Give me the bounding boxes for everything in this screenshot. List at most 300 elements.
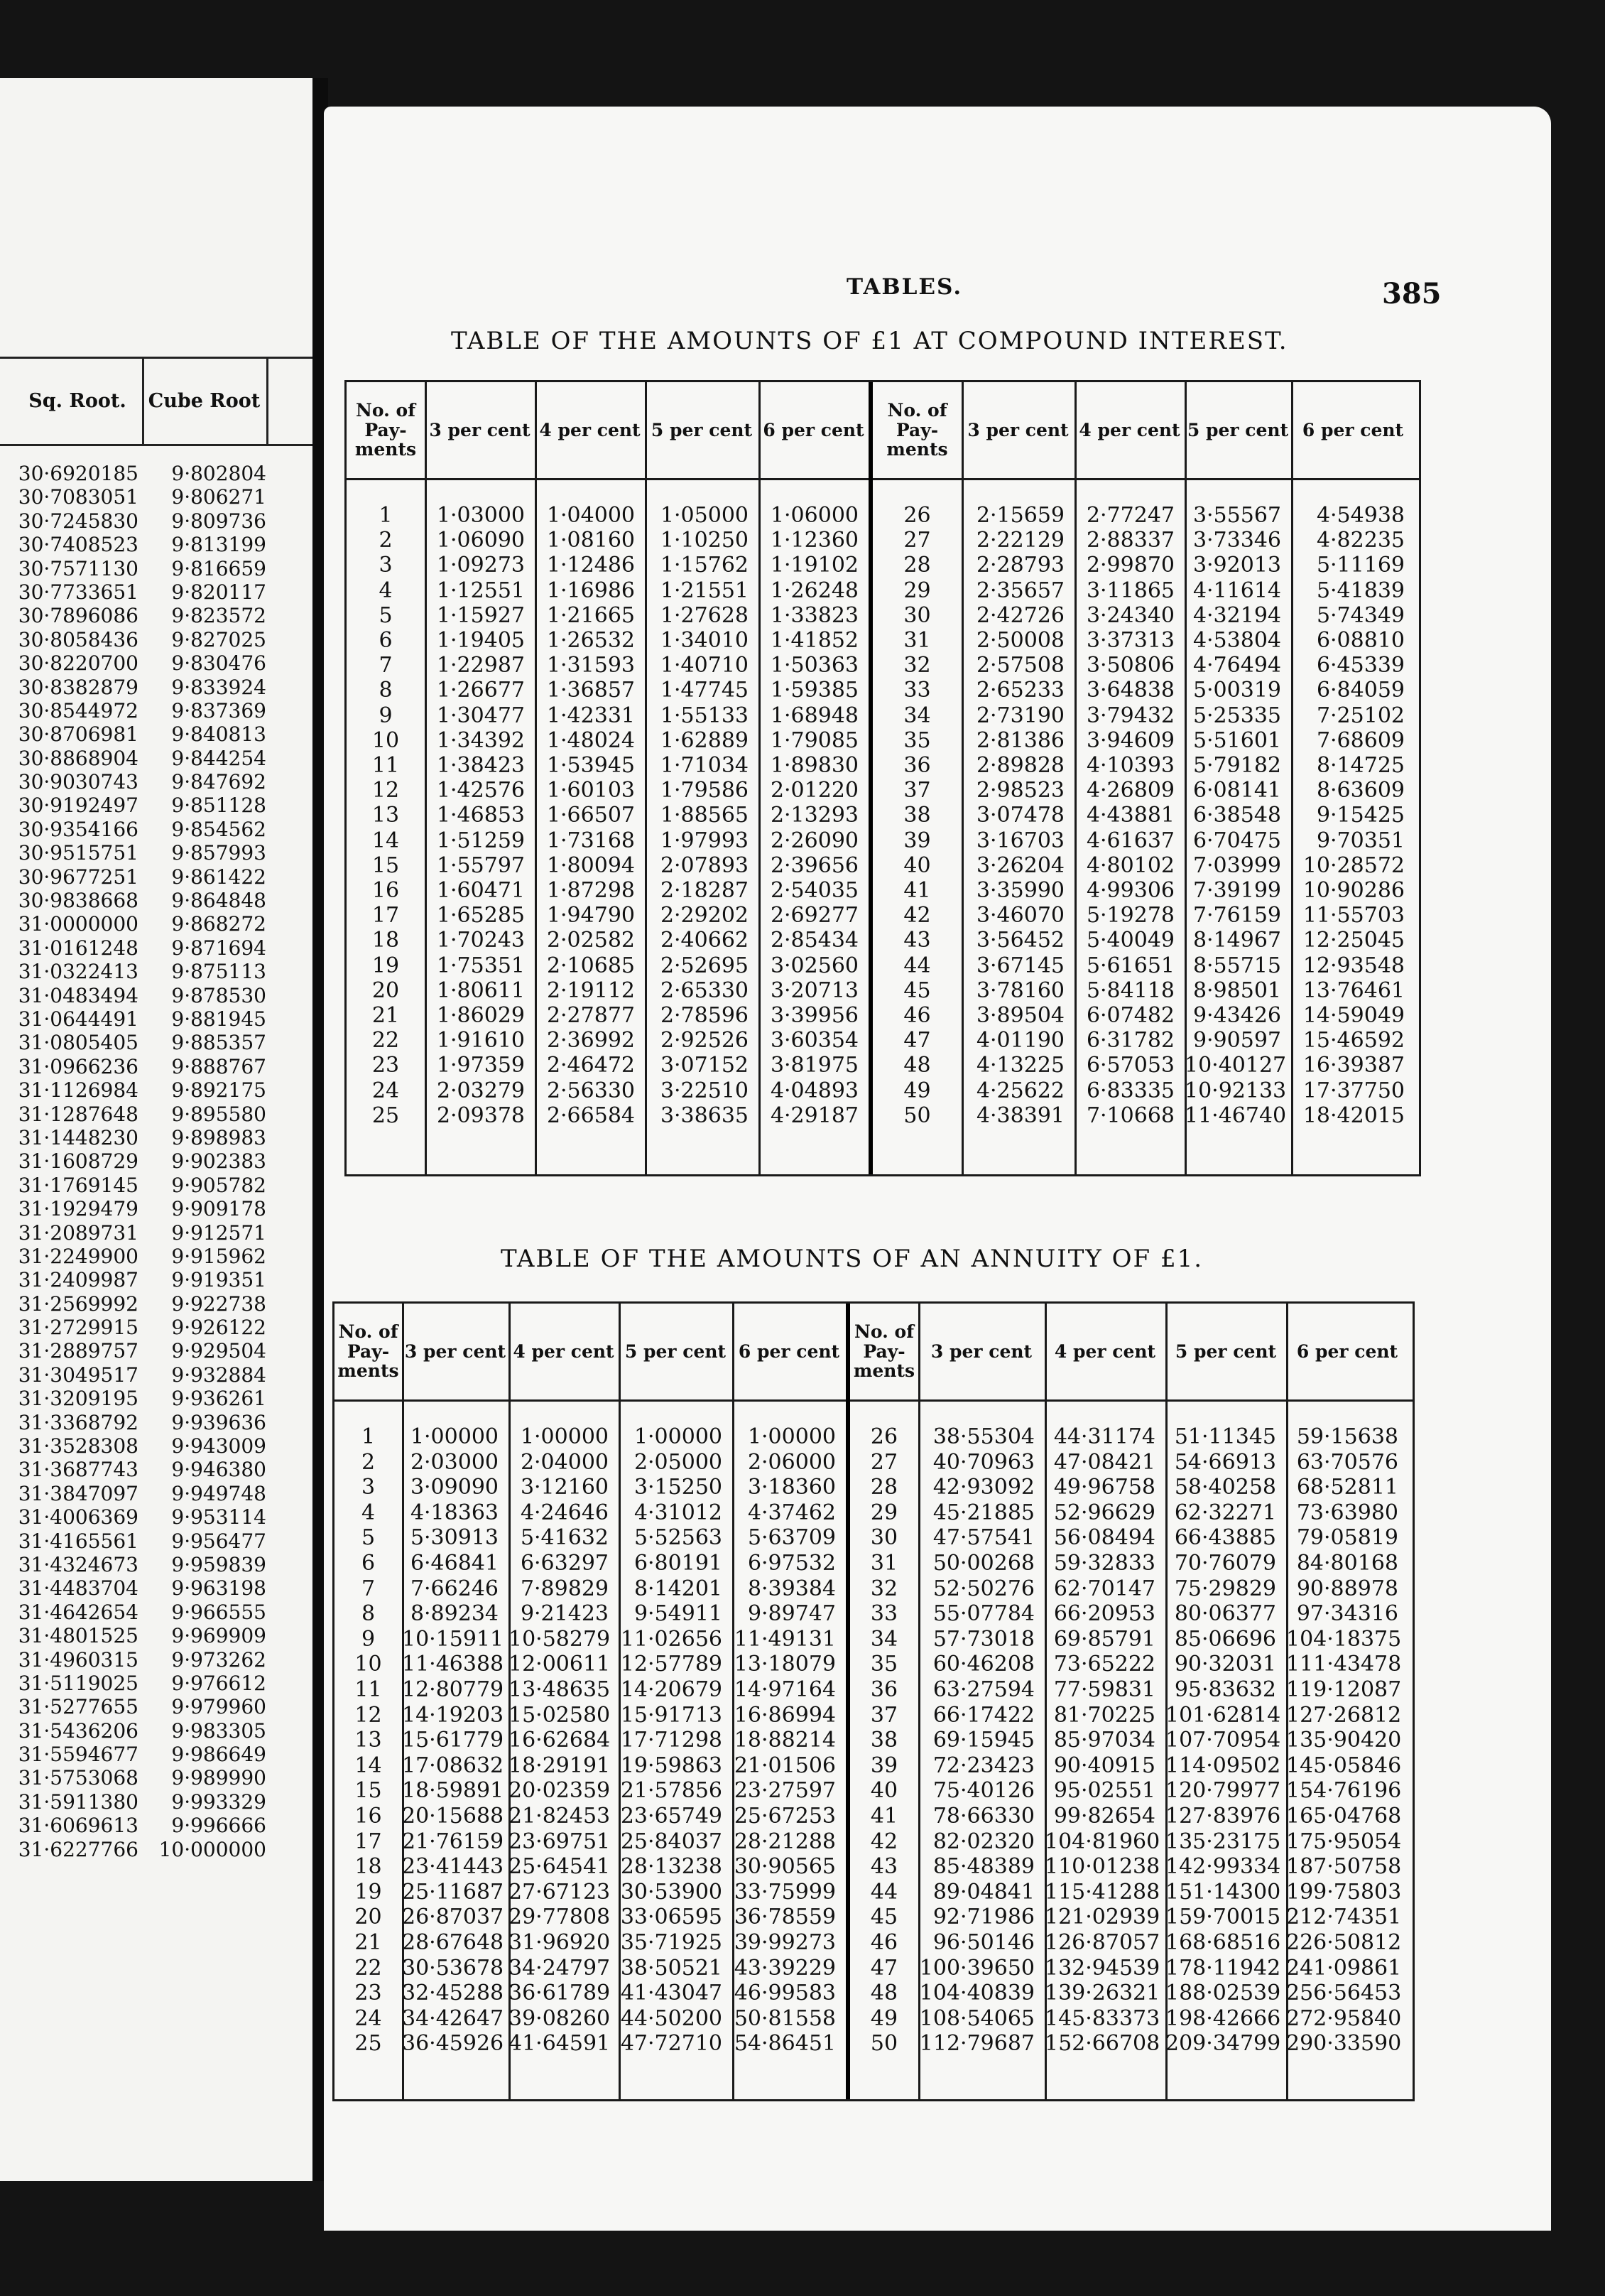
- payments-cell: 32: [870, 1576, 898, 1601]
- sq-root-value: 30·9030743: [18, 770, 138, 794]
- cube-root-value: 9·929504: [171, 1339, 266, 1363]
- amount-cell: 2·13293: [770, 803, 859, 828]
- amount-cell: 4·53804: [1192, 628, 1281, 653]
- amount-cell: 10·15911: [402, 1626, 504, 1652]
- payments-cell: 7: [379, 653, 393, 678]
- amount-cell: 111·43478: [1286, 1652, 1402, 1677]
- amount-cell: 7·39199: [1192, 878, 1281, 903]
- amount-cell: 21·82453: [508, 1804, 611, 1829]
- root-table-row: [0, 533, 312, 556]
- amount-cell: 2·10685: [546, 953, 635, 978]
- amount-cell: 4·11614: [1192, 578, 1281, 603]
- payments-cell: 19: [354, 1879, 382, 1905]
- amount-cell: 7·25102: [1316, 703, 1405, 728]
- amount-cell: 36·61789: [508, 1981, 611, 2006]
- amount-cell: 38·50521: [620, 1955, 722, 1981]
- payments-cell: 5: [361, 1525, 376, 1551]
- amount-cell: 23·69751: [508, 1829, 611, 1854]
- amount-cell: 1·47745: [660, 678, 749, 703]
- amount-cell: 1·05000: [660, 503, 749, 528]
- amount-cell: 107·70954: [1165, 1728, 1281, 1753]
- amount-cell: 2·22129: [976, 528, 1065, 553]
- payments-cell: 22: [354, 1955, 382, 1981]
- amount-cell: 4·32194: [1192, 602, 1281, 628]
- amount-cell: 1·15762: [660, 553, 749, 578]
- amount-cell: 6·57053: [1086, 1053, 1175, 1078]
- amount-cell: 60·46208: [932, 1652, 1035, 1677]
- amount-cell: 95·02551: [1053, 1778, 1155, 1804]
- root-table-row: [0, 1411, 312, 1434]
- payments-cell: 3: [361, 1475, 376, 1500]
- amount-cell: 56·08494: [1053, 1525, 1155, 1551]
- amount-cell: 47·72710: [620, 2031, 722, 2057]
- payments-cell: 25: [371, 1103, 400, 1128]
- amount-cell: 1·79085: [770, 727, 859, 753]
- amount-cell: 1·50363: [770, 653, 859, 678]
- amount-cell: 2·65233: [976, 678, 1065, 703]
- amount-cell: 1·26677: [436, 678, 525, 703]
- payments-cell: 35: [903, 727, 931, 753]
- amount-cell: 2·18287: [660, 878, 749, 903]
- amount-cell: 1·80094: [546, 852, 635, 878]
- amount-cell: 6·46841: [410, 1551, 499, 1576]
- amount-cell: 40·70963: [932, 1449, 1035, 1475]
- payments-cell: 46: [903, 1003, 931, 1028]
- amount-cell: 49·96758: [1053, 1475, 1155, 1500]
- payments-cell: 9: [379, 703, 393, 728]
- amount-cell: 97·34316: [1296, 1601, 1398, 1627]
- amount-cell: 101·62814: [1165, 1702, 1281, 1728]
- amount-cell: 3·16703: [976, 828, 1065, 853]
- cube-root-value: 9·926122: [171, 1316, 266, 1340]
- amount-cell: 9·54911: [633, 1601, 722, 1627]
- amount-cell: 8·63609: [1316, 778, 1405, 803]
- cube-root-value: 9·932884: [171, 1363, 266, 1387]
- amount-cell: 6·83335: [1086, 1078, 1175, 1103]
- amount-cell: 2·03279: [436, 1078, 525, 1103]
- amount-cell: 2·78596: [660, 1003, 749, 1028]
- page-number: 385: [1382, 277, 1442, 310]
- amount-cell: 6·70475: [1192, 828, 1281, 853]
- amount-cell: 159·70015: [1165, 1905, 1281, 1930]
- amount-cell: 6·31782: [1086, 1028, 1175, 1054]
- amount-cell: 73·65222: [1053, 1652, 1155, 1677]
- amount-cell: 104·40839: [919, 1981, 1035, 2006]
- amount-cell: 4·61637: [1086, 828, 1175, 853]
- amount-cell: 52·50276: [932, 1576, 1035, 1601]
- amount-cell: 1·12486: [546, 553, 635, 578]
- amount-cell: 23·65749: [620, 1804, 722, 1829]
- amount-cell: 33·06595: [620, 1905, 722, 1930]
- payments-cell: 20: [354, 1905, 382, 1930]
- amount-cell: 3·18360: [747, 1475, 836, 1500]
- amount-cell: 120·79977: [1165, 1778, 1281, 1804]
- amount-cell: 6·38548: [1192, 803, 1281, 828]
- root-table-row: [0, 1268, 312, 1292]
- payments-cell: 21: [354, 1930, 382, 1955]
- amount-cell: 84·80168: [1296, 1551, 1398, 1576]
- amount-cell: 1·65285: [436, 903, 525, 928]
- amount-cell: 4·43881: [1086, 803, 1175, 828]
- amount-cell: 5·61651: [1086, 953, 1175, 978]
- sq-root-value: 31·3528308: [18, 1434, 138, 1458]
- amount-cell: 2·85434: [770, 928, 859, 953]
- amount-cell: 2·28793: [976, 553, 1065, 578]
- amount-cell: 14·97164: [734, 1677, 836, 1702]
- amount-cell: 85·06696: [1174, 1626, 1276, 1652]
- amount-cell: 119·12087: [1286, 1677, 1402, 1702]
- amount-cell: 3·94609: [1086, 727, 1175, 753]
- cube-root-value: 9·813199: [171, 533, 266, 557]
- amount-cell: 152·66708: [1045, 2031, 1160, 2057]
- amount-cell: 1·10250: [660, 528, 749, 553]
- amount-cell: 72·23423: [932, 1753, 1035, 1778]
- sq-root-value: 30·7733651: [18, 580, 138, 604]
- payments-cell: 18: [371, 928, 400, 953]
- amount-cell: 3·02560: [770, 953, 859, 978]
- cube-root-value: 9·861422: [171, 865, 266, 889]
- sq-root-value: 31·0000000: [18, 912, 138, 936]
- amount-cell: 1·68948: [770, 703, 859, 728]
- cube-root-value: 9·902383: [171, 1149, 266, 1174]
- amount-cell: 3·50806: [1086, 653, 1175, 678]
- root-table-row: [0, 1434, 312, 1458]
- amount-cell: 66·43885: [1174, 1525, 1276, 1551]
- amount-cell: 21·57856: [620, 1778, 722, 1804]
- amount-cell: 3·60354: [770, 1028, 859, 1054]
- sq-root-value: 31·3049517: [18, 1363, 138, 1387]
- amount-cell: 39·99273: [734, 1930, 836, 1955]
- payments-cell: 26: [903, 503, 931, 528]
- amount-cell: 4·24646: [520, 1500, 609, 1525]
- amount-cell: 1·62889: [660, 727, 749, 753]
- amount-cell: 187·50758: [1286, 1854, 1402, 1880]
- amount-cell: 31·96920: [508, 1930, 611, 1955]
- cube-root-value: 9·912571: [171, 1220, 266, 1245]
- amount-cell: 2·03000: [410, 1449, 499, 1475]
- root-table-row: [0, 1553, 312, 1576]
- amount-cell: 1·80611: [436, 978, 525, 1003]
- payments-cell: 46: [870, 1930, 898, 1955]
- root-table-row: [0, 747, 312, 770]
- amount-cell: 139·26321: [1045, 1981, 1160, 2006]
- amount-cell: 14·20679: [620, 1677, 722, 1702]
- sq-root-value: 31·2249900: [18, 1244, 138, 1268]
- rate-header-left-4: 4 per cent: [513, 1341, 614, 1362]
- amount-cell: 2·19112: [546, 978, 635, 1003]
- sq-root-value: 30·8382879: [18, 675, 138, 699]
- amount-cell: 32·45288: [402, 1981, 504, 2006]
- root-table-row: [0, 485, 312, 509]
- amount-cell: 4·76494: [1192, 653, 1281, 678]
- payments-cell: 21: [371, 1003, 400, 1028]
- payments-cell: 13: [371, 803, 400, 828]
- rate-header-right-5: 5 per cent: [1187, 419, 1289, 440]
- payments-cell: 10: [354, 1652, 382, 1677]
- amount-cell: 115·41288: [1045, 1879, 1160, 1905]
- payments-cell: 6: [361, 1551, 376, 1576]
- amount-cell: 1·79586: [660, 778, 749, 803]
- amount-cell: 3·12160: [520, 1475, 609, 1500]
- cube-root-header: Cube Root: [142, 359, 268, 444]
- amount-cell: 1·21665: [546, 602, 635, 628]
- amount-cell: 4·99306: [1086, 878, 1175, 903]
- amount-cell: 8·98501: [1192, 978, 1281, 1003]
- amount-cell: 4·37462: [747, 1500, 836, 1525]
- root-table-row: [0, 818, 312, 841]
- amount-cell: 2·77247: [1086, 503, 1175, 528]
- root-table-row: [0, 1648, 312, 1672]
- amount-cell: 1·88565: [660, 803, 749, 828]
- sq-root-value: 30·8058436: [18, 627, 138, 651]
- amount-cell: 28·13238: [620, 1854, 722, 1880]
- sq-root-value: 30·9838668: [18, 889, 138, 913]
- payments-header-left: No. of Pay- ments: [337, 1321, 399, 1382]
- amount-cell: 1·40710: [660, 653, 749, 678]
- amount-cell: 3·67145: [976, 953, 1065, 978]
- amount-cell: 3·37313: [1086, 628, 1175, 653]
- amount-cell: 1·48024: [546, 727, 635, 753]
- amount-cell: 8·55715: [1192, 953, 1281, 978]
- amount-cell: 23·41443: [402, 1854, 504, 1880]
- amount-cell: 13·76461: [1302, 978, 1405, 1003]
- amount-cell: 55·07784: [932, 1601, 1035, 1627]
- amount-cell: 2·50008: [976, 628, 1065, 653]
- amount-cell: 15·91713: [620, 1702, 722, 1728]
- cube-root-value: 9·915962: [171, 1244, 266, 1268]
- sq-root-value: 31·1448230: [18, 1125, 138, 1149]
- amount-cell: 1·91610: [436, 1028, 525, 1054]
- amount-cell: 1·26532: [546, 628, 635, 653]
- root-table-row: [0, 794, 312, 817]
- payments-cell: 30: [870, 1525, 898, 1551]
- payments-cell: 48: [870, 1981, 898, 2006]
- amount-cell: 69·85791: [1053, 1626, 1155, 1652]
- sq-root-value: 31·1287648: [18, 1102, 138, 1126]
- rate-header-right-3: 3 per cent: [967, 419, 1069, 440]
- amount-cell: 1·19405: [436, 628, 525, 653]
- amount-cell: 1·55797: [436, 852, 525, 878]
- payments-cell: 44: [903, 953, 931, 978]
- sq-root-value: 31·4006369: [18, 1505, 138, 1529]
- sq-root-value: 31·3209195: [18, 1387, 138, 1411]
- payments-cell: 40: [870, 1778, 898, 1804]
- sq-root-value: 31·5594677: [18, 1743, 138, 1767]
- amount-cell: 2·02582: [546, 928, 635, 953]
- amount-cell: 2·04000: [520, 1449, 609, 1475]
- sq-root-value: 31·2089731: [18, 1220, 138, 1245]
- payments-cell: 22: [371, 1028, 400, 1054]
- amount-cell: 1·12551: [436, 578, 525, 603]
- amount-cell: 127·26812: [1286, 1702, 1402, 1728]
- amount-cell: 2·81386: [976, 727, 1065, 753]
- amount-cell: 54·86451: [734, 2031, 836, 2057]
- amount-cell: 36·78559: [734, 1905, 836, 1930]
- payments-cell: 43: [870, 1854, 898, 1880]
- payments-cell: 10: [371, 727, 400, 753]
- rate-header-left-4: 4 per cent: [539, 419, 641, 440]
- amount-cell: 95·83632: [1174, 1677, 1276, 1702]
- amount-cell: 3·20713: [770, 978, 859, 1003]
- amount-cell: 168·68516: [1165, 1930, 1281, 1955]
- amount-cell: 6·63297: [520, 1551, 609, 1576]
- annuity-table: [332, 1301, 1415, 2101]
- cube-root-value: 9·864848: [171, 889, 266, 913]
- amount-cell: 66·17422: [932, 1702, 1035, 1728]
- sq-root-value: 31·3847097: [18, 1481, 138, 1505]
- root-table-body: [0, 462, 312, 1861]
- payments-cell: 12: [354, 1702, 382, 1728]
- amount-cell: 5·84118: [1086, 978, 1175, 1003]
- amount-cell: 135·23175: [1165, 1829, 1281, 1854]
- amount-cell: 2·73190: [976, 703, 1065, 728]
- amount-cell: 1·26248: [770, 578, 859, 603]
- amount-cell: 3·38635: [660, 1103, 749, 1128]
- amount-cell: 1·34392: [436, 727, 525, 753]
- payments-cell: 35: [870, 1652, 898, 1677]
- amount-cell: 14·19203: [402, 1702, 504, 1728]
- cube-root-value: 9·847692: [171, 770, 266, 794]
- sq-root-value: 30·7896086: [18, 604, 138, 628]
- amount-cell: 1·38423: [436, 753, 525, 778]
- amount-cell: 1·94790: [546, 903, 635, 928]
- amount-cell: 26·87037: [402, 1905, 504, 1930]
- amount-cell: 2·35657: [976, 578, 1065, 603]
- payments-cell: 34: [870, 1626, 898, 1652]
- amount-cell: 3·26204: [976, 852, 1065, 878]
- amount-cell: 14·59049: [1302, 1003, 1405, 1028]
- sq-root-value: 30·9354166: [18, 817, 138, 841]
- amount-cell: 3·89504: [976, 1003, 1065, 1028]
- amount-cell: 46·99583: [734, 1981, 836, 2006]
- payments-cell: 31: [903, 628, 931, 653]
- payments-cell: 16: [371, 878, 400, 903]
- root-table-row: [0, 841, 312, 865]
- amount-cell: 18·59891: [402, 1778, 504, 1804]
- cube-root-value: 9·837369: [171, 698, 266, 722]
- cube-root-value: 9·878530: [171, 983, 266, 1007]
- amount-cell: 30·53678: [402, 1955, 504, 1981]
- amount-cell: 6·08810: [1316, 628, 1405, 653]
- root-table-row: [0, 960, 312, 983]
- rate-header-left-3: 3 per cent: [404, 1341, 506, 1362]
- cube-root-value: 9·973262: [171, 1647, 266, 1672]
- payments-cell: 42: [870, 1829, 898, 1854]
- amount-cell: 2·65330: [660, 978, 749, 1003]
- payments-cell: 4: [379, 578, 393, 603]
- root-table-row: [0, 722, 312, 746]
- payments-cell: 41: [903, 878, 931, 903]
- amount-cell: 25·67253: [734, 1804, 836, 1829]
- payments-cell: 2: [379, 528, 393, 553]
- root-table-row: [0, 1055, 312, 1078]
- amount-cell: 3·56452: [976, 928, 1065, 953]
- amount-cell: 51·11345: [1174, 1424, 1276, 1449]
- amount-cell: 1·46853: [436, 803, 525, 828]
- amount-cell: 3·09090: [410, 1475, 499, 1500]
- amount-cell: 35·71925: [620, 1930, 722, 1955]
- running-head: TABLES.: [847, 274, 963, 300]
- amount-cell: 3·64838: [1086, 678, 1175, 703]
- amount-cell: 62·70147: [1053, 1576, 1155, 1601]
- amount-cell: 1·73168: [546, 828, 635, 853]
- payments-cell: 24: [354, 2005, 382, 2031]
- payments-cell: 16: [354, 1804, 382, 1829]
- sq-root-value: 31·4642654: [18, 1600, 138, 1624]
- amount-cell: 70·76079: [1174, 1551, 1276, 1576]
- amount-cell: 99·82654: [1053, 1804, 1155, 1829]
- amount-cell: 1·60103: [546, 778, 635, 803]
- root-table-header: [0, 357, 312, 446]
- amount-cell: 165·04768: [1286, 1804, 1402, 1829]
- payments-cell: 39: [903, 828, 931, 853]
- amount-cell: 7·66246: [410, 1576, 499, 1601]
- amount-cell: 4·10393: [1086, 753, 1175, 778]
- amount-cell: 212·74351: [1286, 1905, 1402, 1930]
- amount-cell: 1·31593: [546, 653, 635, 678]
- rate-header-right-6: 6 per cent: [1296, 1341, 1398, 1362]
- payments-cell: 23: [354, 1981, 382, 2006]
- amount-cell: 7·10668: [1086, 1103, 1175, 1128]
- amount-cell: 34·24797: [508, 1955, 611, 1981]
- amount-cell: 27·67123: [508, 1879, 611, 1905]
- amount-cell: 9·43426: [1192, 1003, 1281, 1028]
- cube-root-value: 9·881945: [171, 1007, 266, 1031]
- root-table-row: [0, 580, 312, 604]
- amount-cell: 1·70243: [436, 928, 525, 953]
- facing-page: [0, 78, 312, 2181]
- sq-root-value: 31·0322413: [18, 960, 138, 984]
- amount-cell: 104·18375: [1286, 1626, 1402, 1652]
- amount-cell: 2·05000: [633, 1449, 722, 1475]
- payments-cell: 40: [903, 852, 931, 878]
- amount-cell: 2·57508: [976, 653, 1065, 678]
- amount-cell: 10·28572: [1302, 852, 1405, 878]
- amount-cell: 57·73018: [932, 1626, 1035, 1652]
- amount-cell: 59·32833: [1053, 1551, 1155, 1576]
- cube-root-value: 9·976612: [171, 1671, 266, 1695]
- amount-cell: 178·11942: [1165, 1955, 1281, 1981]
- amount-cell: 29·77808: [508, 1905, 611, 1930]
- sq-root-value: 31·1608729: [18, 1149, 138, 1174]
- amount-cell: 9·90597: [1192, 1028, 1281, 1054]
- amount-cell: 2·42726: [976, 602, 1065, 628]
- amount-cell: 20·02359: [508, 1778, 611, 1804]
- payments-header-left: No. of Pay- ments: [354, 400, 417, 460]
- root-table-row: [0, 1505, 312, 1529]
- amount-cell: 1·00000: [410, 1424, 499, 1449]
- root-table-row: [0, 1672, 312, 1695]
- amount-cell: 90·32031: [1174, 1652, 1276, 1677]
- amount-cell: 10·92133: [1185, 1078, 1287, 1103]
- root-table-row: [0, 1007, 312, 1031]
- amount-cell: 199·75803: [1286, 1879, 1402, 1905]
- sq-root-header: Sq. Root.: [13, 359, 144, 444]
- amount-cell: 1·53945: [546, 753, 635, 778]
- rate-header-right-4: 4 per cent: [1054, 1341, 1156, 1362]
- amount-cell: 1·06090: [436, 528, 525, 553]
- payments-cell: 47: [870, 1955, 898, 1981]
- amount-cell: 15·02580: [508, 1702, 611, 1728]
- amount-cell: 8·14725: [1316, 753, 1405, 778]
- amount-cell: 5·30913: [410, 1525, 499, 1551]
- amount-cell: 1·09273: [436, 553, 525, 578]
- root-table-row: [0, 1743, 312, 1766]
- payments-cell: 43: [903, 928, 931, 953]
- payments-cell: 36: [903, 753, 931, 778]
- amount-cell: 2·06000: [747, 1449, 836, 1475]
- root-table-row: [0, 1292, 312, 1316]
